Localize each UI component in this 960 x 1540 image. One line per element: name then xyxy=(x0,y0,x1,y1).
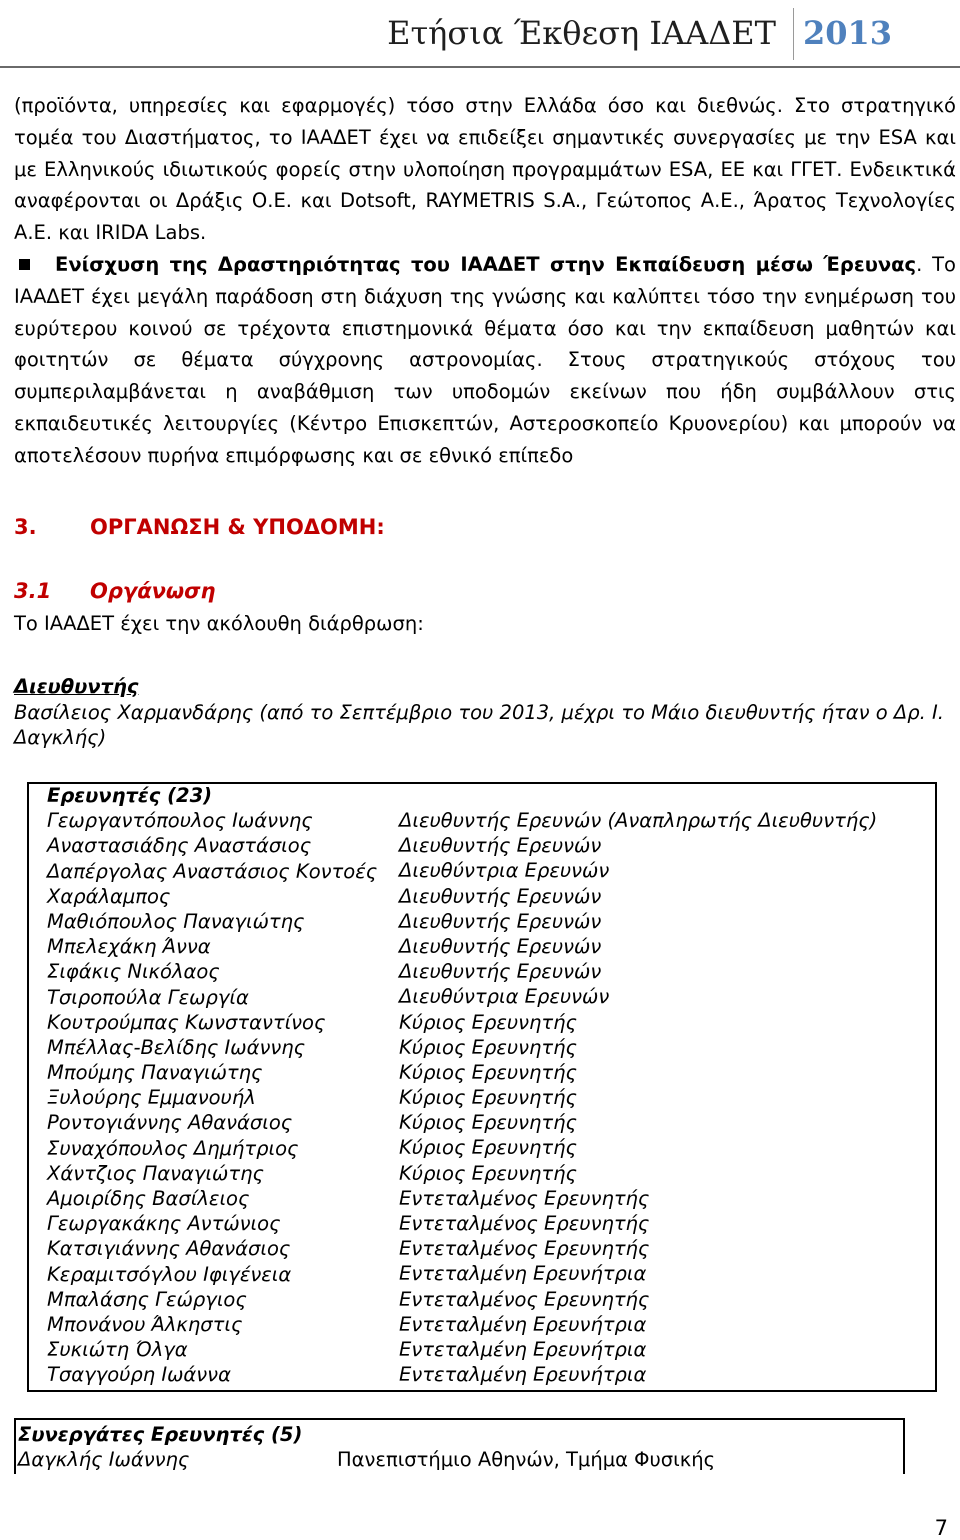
subsection-number: 3.1 xyxy=(14,579,52,603)
researcher-name: Κουτρούμπας Κωνσταντίνος xyxy=(47,1010,326,1034)
page-number: 7 xyxy=(934,1516,948,1540)
researcher-title: Κύριος Ερευνητής xyxy=(399,1060,577,1084)
researcher-title: Εντεταλμένη Ερευνήτρια xyxy=(399,1337,647,1361)
researchers-heading: Ερευνητές (23) xyxy=(47,784,213,807)
header-title: Ετήσια Έκθεση ΙΑΑΔΕΤ xyxy=(387,14,776,52)
researcher-title: Εντεταλμένος Ερευνητής xyxy=(399,1212,650,1235)
researcher-title: Εντεταλμένος Ερευνητής xyxy=(399,1237,650,1261)
header-rule xyxy=(0,66,960,68)
researcher-title: Διευθύντρια Ερευνών xyxy=(399,859,610,883)
structure-intro: Το ΙΑΑΔΕΤ έχει την ακόλουθη διάρθρωση: xyxy=(14,612,424,635)
bullet-text: . Το ΙΑΑΔΕΤ έχει μεγάλη παράδοση στη διάχυση της γνώσης και καλύπτει τόσο την ενημέρωση του ευρύτερου κοινού σε τρέχοντα επιστημονικά θέματα όσο και την εκπαίδευση μαθητών και φοιτητών σε θέματα σύγχρονης αστρονομίας. Στους στρατηγικούς στόχους του συμπεριλαμβάνεται η αναβάθμιση των υποδομών εκείνων που ήδη συμβάλλουν στις εκπαιδευτικές λειτουργίες (Κέντρο Επισκεπτών, Αστεροσκοπείο Κρυονερίου) και μπορούν να αποτελέσουν πυρήνα επιμόρφωσης και σε εθνικό επίπεδο xyxy=(14,252,956,467)
director-line-2: Δαγκλής) xyxy=(14,726,107,749)
researcher-name: Ξυλούρης Εμμανουήλ xyxy=(47,1086,256,1110)
director-heading: Διευθυντής xyxy=(14,675,139,698)
researchers-titles-column xyxy=(399,808,877,1387)
researcher-name: Χαράλαμπος xyxy=(47,884,171,908)
researcher-name: Κεραμιτσόγλου Ιφιγένεια xyxy=(47,1262,292,1286)
header-year: 2013 xyxy=(803,14,893,52)
researcher-title: Εντεταλμένος Ερευνητής xyxy=(399,1287,650,1311)
researcher-name: Μαθιόπουλος Παναγιώτης xyxy=(47,909,305,933)
researcher-title: Διευθύντρια Ερευνών xyxy=(399,985,610,1009)
researcher-title: Διευθυντής Ερευνών xyxy=(399,834,602,858)
subsection-title: Οργάνωση xyxy=(90,579,216,603)
researcher-name: Μπαλάσης Γεώργιος xyxy=(47,1287,247,1311)
collaborators-heading: Συνεργάτες Ερευνητές (5) xyxy=(18,1423,303,1446)
body-text xyxy=(14,90,956,472)
researcher-name: Γεωργαντόπουλος Ιωάννης xyxy=(47,809,313,833)
director-line-1: Βασίλειος Χαρμανδάρης (από το Σεπτέμβριο του 2013, μέχρι το Μάιο διευθυντής ήταν ο Δρ. Ι. xyxy=(14,701,944,724)
researcher-title: Εντεταλμένη Ερευνήτρια xyxy=(399,1262,647,1286)
researcher-name: Συναχόπουλος Δημήτριος xyxy=(47,1136,299,1160)
section-number: 3. xyxy=(14,515,37,539)
researcher-name: Μπονάνου Άλκηστις xyxy=(47,1312,243,1336)
researcher-title: Διευθυντής Ερευνών xyxy=(399,884,602,908)
researcher-title: Κύριος Ερευνητής xyxy=(399,1136,577,1160)
researcher-name: Ροντογιάννης Αθανάσιος xyxy=(47,1111,293,1135)
researcher-title: Διευθυντής Ερευνών xyxy=(399,960,602,984)
researcher-title: Κύριος Ερευνητής xyxy=(399,1161,577,1185)
section-title: ΟΡΓΑΝΩΣΗ & ΥΠΟΔΟΜΗ: xyxy=(90,515,385,539)
paragraph-education xyxy=(14,249,956,472)
researcher-name: Τσαγγούρη Ιωάννα xyxy=(47,1363,231,1387)
section-heading xyxy=(14,515,385,539)
bullet-heading: Ενίσχυση της Δραστηριότητας του ΙΑΑΔΕΤ στην Εκπαίδευση μέσω Έρευνας xyxy=(55,252,917,276)
researcher-name: Χάντζιος Παναγιώτης xyxy=(47,1161,264,1185)
researcher-title: Διευθυντής Ερευνών (Αναπληρωτής Διευθυντής) xyxy=(399,809,878,832)
researcher-title: Εντεταλμένος Ερευνητής xyxy=(399,1186,650,1210)
researcher-name: Μπούμης Παναγιώτης xyxy=(47,1061,263,1085)
researcher-name: Αμοιρίδης Βασίλειος xyxy=(47,1187,250,1210)
paragraph-partners: (προϊόντα, υπηρεσίες και εφαρμογές) τόσο στην Ελλάδα όσο και διεθνώς. Στο στρατηγικό τομέα του Διαστήματος, το ΙΑΑΔΕΤ έχει να επιδείξει σημαντικές συνεργασίες με την ESA και με Ελληνικούς ιδιωτικούς φορείς στην υλοποίηση προγραμμάτων ESA, ΕΕ και ΓΓΕΤ. Ενδεικτικά αναφέρονται οι Δράξις Ο.Ε. και Dotsoft, RAYMETRIS S.A., Γεώτοπος Α.Ε., Άρατος Τεχνολογίες Α.Ε. και IRIDA Labs. xyxy=(14,94,956,245)
researcher-title: Κύριος Ερευνητής xyxy=(399,1035,577,1059)
collaborator-name: Δαγκλής Ιωάννης xyxy=(18,1448,190,1471)
researcher-name: Κατσιγιάννης Αθανάσιος xyxy=(47,1237,291,1261)
collaborator-affiliation: Πανεπιστήμιο Αθηνών, Τμήμα Φυσικής xyxy=(337,1448,716,1471)
researcher-title: Κύριος Ερευνητής xyxy=(399,1010,577,1034)
researcher-title: Διευθυντής Ερευνών xyxy=(399,934,602,958)
researcher-name: Συκιώτη Όλγα xyxy=(47,1338,188,1362)
researcher-name: Τσιροπούλα Γεωργία xyxy=(47,985,249,1009)
subsection-heading xyxy=(14,579,215,603)
researcher-name: Δαπέργολας Αναστάσιος Κοντοές xyxy=(47,859,378,883)
researcher-name: Σιφάκις Νικόλαος xyxy=(47,960,220,984)
researcher-title: Διευθυντής Ερευνών xyxy=(399,909,602,933)
researcher-name: Μπέλλας-Βελίδης Ιωάννης xyxy=(47,1035,306,1059)
researcher-title: Κύριος Ερευνητής xyxy=(399,1086,577,1110)
researcher-name: Μπελεχάκη Άννα xyxy=(47,935,211,959)
header-separator xyxy=(793,8,794,60)
researcher-name: Αναστασιάδης Αναστάσιος xyxy=(47,834,312,858)
page-header xyxy=(0,0,960,66)
researcher-title: Εντεταλμένη Ερευνήτρια xyxy=(399,1363,647,1387)
researcher-name: Γεωργακάκης Αντώνιος xyxy=(47,1212,281,1236)
researcher-title: Κύριος Ερευνητής xyxy=(399,1111,577,1135)
researchers-names-column xyxy=(47,783,377,1388)
researcher-title: Εντεταλμένη Ερευνήτρια xyxy=(399,1312,647,1336)
bullet-square-icon xyxy=(19,259,30,270)
